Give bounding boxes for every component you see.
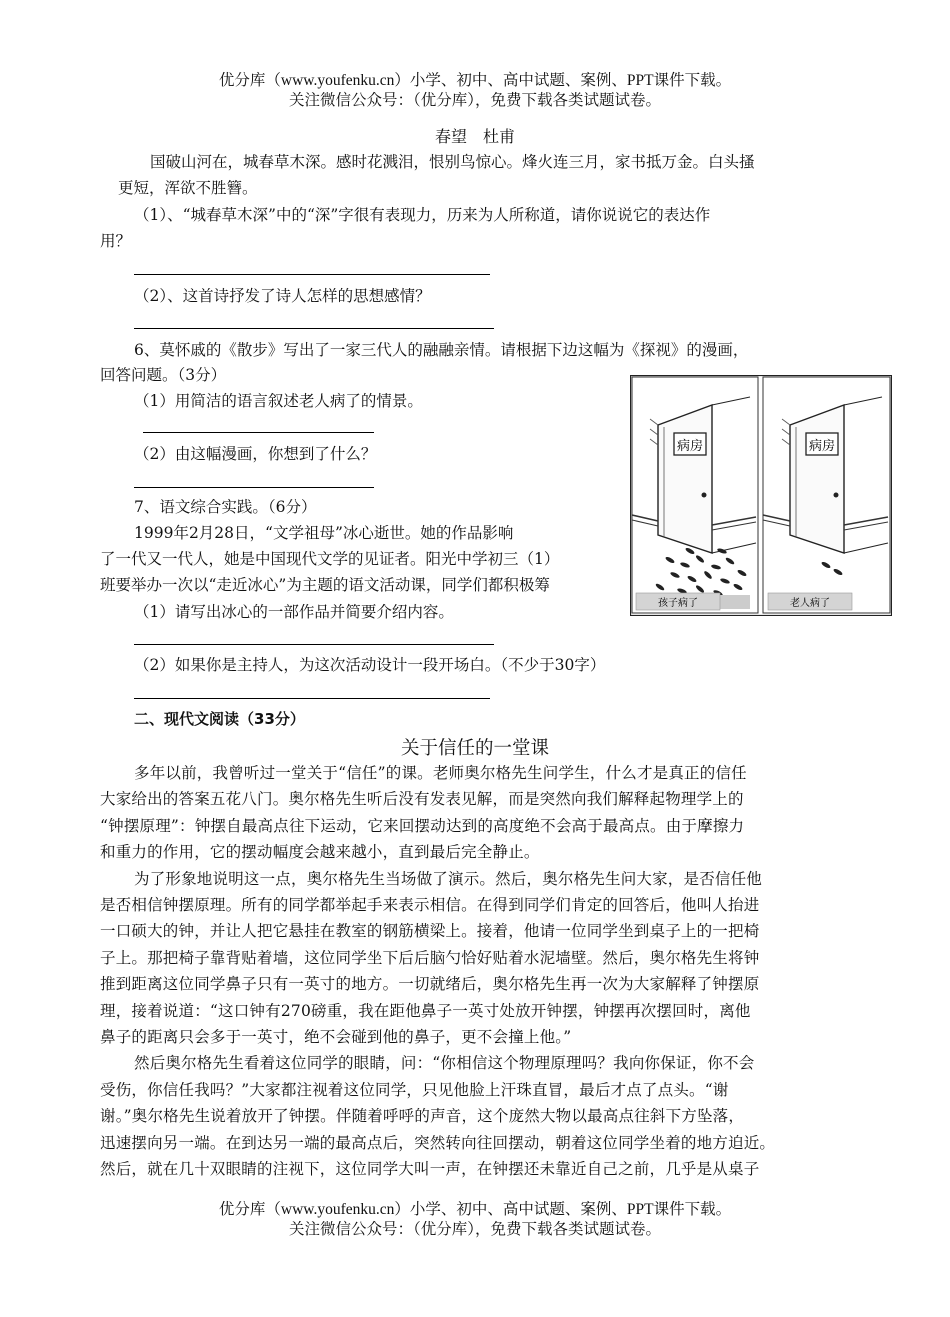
poem-text-line2: 更短，浑欲不胜簪。	[118, 179, 258, 197]
answer-line	[134, 328, 494, 329]
article-line: 迅速摆向另一端。在到达另一端的最高点后，突然转向往回摆动，朝着这位同学坐着的地方迫近。	[100, 1133, 776, 1152]
cartoon-panel-right	[763, 377, 890, 613]
article-line: 然后，就在几十双眼睛的注视下，这位同学大叫一声，在钟摆还未靠近自己之前，几乎是从桌子	[100, 1160, 760, 1178]
article-line: 谢。”奥尔格先生说着放开了钟摆。伴随着呼呼的声音，这个庞然大物以最高点往斜下方坠落，	[100, 1107, 745, 1126]
article-line: 子上。那把椅子靠背贴着墙，这位同学坐下后后脑勺恰好贴着水泥墙壁。然后，奥尔格先生将钟	[100, 948, 760, 967]
cartoon-caption-right: 老人病了	[790, 598, 830, 609]
poem-question1-line2: 用？	[100, 232, 132, 250]
page-footer-line1: 优分库（www.youfenku.cn）小学、初中、高中试题、案例、PPT课件下载。	[218, 1201, 732, 1218]
answer-line	[134, 274, 490, 275]
q7-sub2: （2）如果你是主持人，为这次活动设计一段开场白。（不少于30字）	[134, 656, 606, 674]
q6-line2: 回答问题。（3分）	[100, 366, 227, 384]
article-line: 鼻子的距离只会多于一英寸，绝不会碰到他的鼻子，更不会撞上他。”	[100, 1028, 572, 1046]
q7-para-line1: 1999年2月28日，“文学祖母”冰心逝世。她的作品影响	[134, 524, 514, 542]
q7-para-line2: 了一代又一代人，她是中国现代文学的见证者。阳光中学初三（1）	[100, 550, 560, 568]
article-line: 为了形象地说明这一点，奥尔格先生当场做了演示。然后，奥尔格先生问大家，是否信任他	[134, 869, 763, 888]
page-header-line1: 优分库（www.youfenku.cn）小学、初中、高中试题、案例、PPT课件下载。	[218, 72, 732, 89]
article-line: 大家给出的答案五花八门。奥尔格先生听后没有发表见解，而是突然向我们解释起物理学上的	[100, 790, 744, 809]
poem-text-line1: 国破山河在，城春草木深。感时花溅泪，恨别鸟惊心。烽火连三月，家书抵万金。白头搔	[150, 153, 755, 171]
answer-line	[143, 432, 374, 433]
article-line: 推到距离这位同学鼻子只有一英寸的地方。一切就绪后，奥尔格先生再一次为大家解释了钟摆原	[100, 975, 760, 994]
poem-title: 春望 杜甫	[434, 127, 515, 146]
cartoon-panel-left	[632, 377, 758, 613]
q6-sub1: （1）用简洁的语言叙述老人病了的情景。	[134, 392, 423, 410]
article-line: 受伤，你信任我吗？”大家都注视着这位同学，只见他脸上汗珠直冒，最后才点了点头。“谢	[100, 1080, 729, 1099]
q7-para-line3: 班要举办一次以“走近冰心”为主题的语文活动课，同学们都积极筹	[100, 576, 550, 594]
cartoon-caption-left: 孩子病了	[658, 598, 698, 609]
article-title: 关于信任的一堂课	[400, 738, 549, 759]
article-line: 一口硕大的钟，并让人把它悬挂在教室的钢筋横梁上。接着，他请一位同学坐到桌子上的一把椅	[100, 922, 760, 941]
q7-title: 7、语文综合实践。（6分）	[134, 498, 317, 516]
poem-question1-line1: （1）、“城春草木深”中的“深”字很有表现力，历来为人所称道，请你说说它的表达作	[134, 206, 711, 224]
article-line: 和重力的作用，它的摆动幅度会越来越小，直到最后完全静止。	[100, 843, 540, 862]
answer-line	[134, 644, 494, 645]
article-line: 多年以前，我曾听过一堂关于“信任”的课。老师奥尔格先生问学生，什么才是真正的信任	[134, 764, 747, 782]
article-line: 是否相信钟摆原理。所有的同学都举起手来表示相信。在得到同学们肯定的回答后，他叫人抬进	[100, 896, 760, 914]
article-line: 然后奥尔格先生看着这位同学的眼睛，问：“你相信这个物理原理吗？我向你保证，你不会	[134, 1054, 755, 1073]
poem-question2: （2）、这首诗抒发了诗人怎样的思想感情？	[134, 287, 431, 305]
article-line: 理，接着说道：“这口钟有270磅重，我在距他鼻子一英寸处放开钟摆，钟摆再次摆回时，离他	[100, 1001, 751, 1020]
page-footer-line2: 关注微信公众号：（优分库），免费下载各类试题试卷。	[288, 1221, 661, 1238]
q6-sub2: （2）由这幅漫画，你想到了什么？	[134, 445, 377, 463]
page-header-line2: 关注微信公众号：（优分库），免费下载各类试题试卷。	[288, 92, 661, 109]
q6-line1: 6、莫怀戚的《散步》写出了一家三代人的融融亲情。请根据下边这幅为《探视》的漫画，	[134, 341, 749, 359]
answer-line	[134, 698, 490, 699]
q7-sub1: （1）请写出冰心的一部作品并简要介绍内容。	[134, 603, 454, 621]
ward-sign-left-text: 病房	[676, 439, 704, 454]
article-line: “钟摆原理”：钟摆自最高点往下运动，它来回摆动达到的高度绝不会高于最高点。由于摩擦力	[100, 816, 745, 835]
cartoon-visit-illustration	[630, 375, 892, 616]
section2-heading: 二、现代文阅读（33分）	[134, 710, 305, 728]
answer-line	[134, 487, 374, 488]
ward-sign-right-text: 病房	[808, 439, 836, 454]
